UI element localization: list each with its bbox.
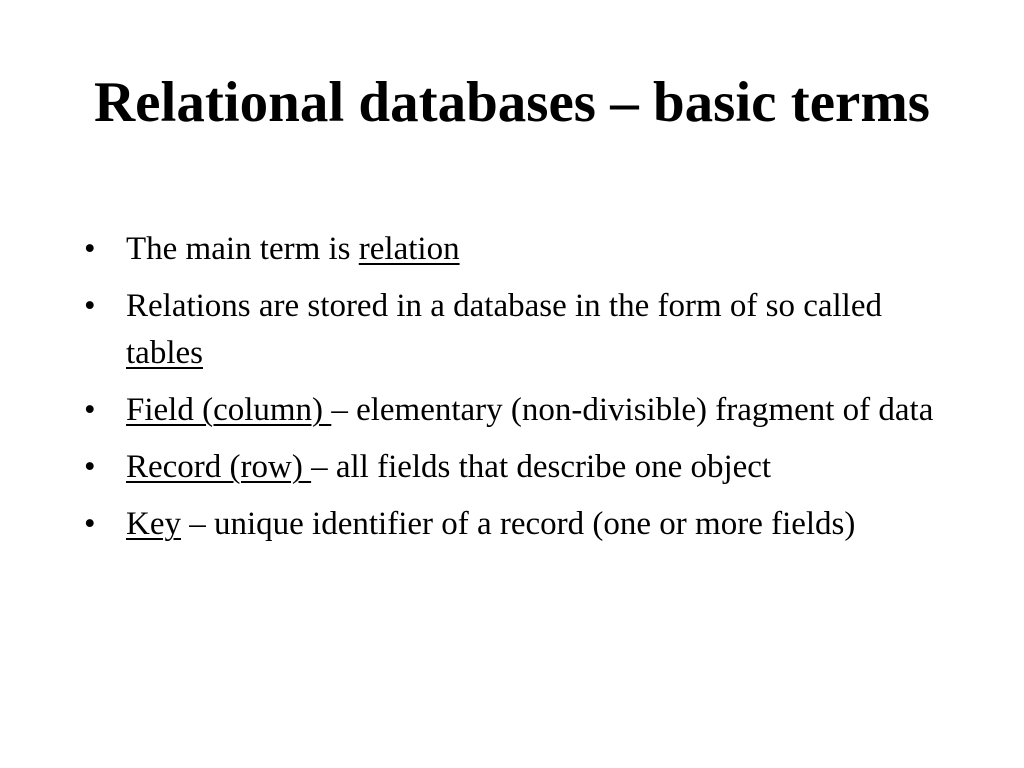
bullet-icon: • xyxy=(84,506,96,542)
bullet-text: Relations are stored in a database in the form of so called xyxy=(126,288,882,324)
bullet-icon: • xyxy=(84,392,96,428)
bullet-list xyxy=(84,226,954,558)
term-relation: relation xyxy=(358,231,460,267)
term-tables: tables xyxy=(126,335,203,371)
bullet-item-record xyxy=(84,444,954,491)
bullet-item-tables xyxy=(84,283,954,377)
bullet-definition: – unique identifier of a record (one or more fields) xyxy=(180,506,856,542)
bullet-icon: • xyxy=(84,449,96,485)
bullet-item-relation xyxy=(84,226,954,273)
bullet-definition: – all fields that describe one object xyxy=(311,449,772,485)
slide-title: Relational databases – basic terms xyxy=(94,71,930,134)
term-key: Key xyxy=(126,506,181,542)
term-record: Record (row) xyxy=(126,449,312,485)
bullet-item-key xyxy=(84,501,954,548)
bullet-item-field xyxy=(84,387,954,434)
bullet-definition: – elementary (non-divisible) fragment of data xyxy=(331,392,934,428)
term-field: Field (column) xyxy=(126,392,332,428)
bullet-icon: • xyxy=(84,288,96,324)
bullet-text: The main term is xyxy=(126,231,359,267)
bullet-icon: • xyxy=(84,231,96,267)
